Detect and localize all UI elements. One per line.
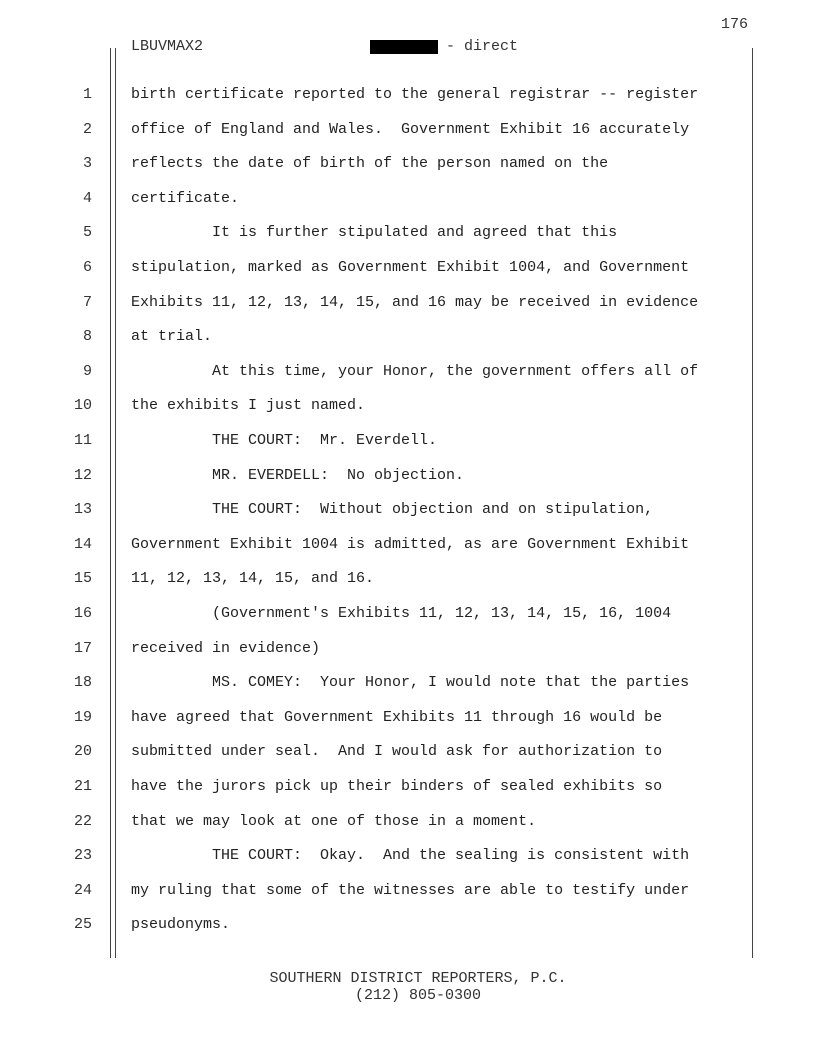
transcript-line: my ruling that some of the witnesses are able to testify under (131, 881, 690, 899)
line-number: 3 (82, 155, 92, 173)
transcript-line: THE COURT: Mr. Everdell. (131, 432, 438, 449)
transcript-line: submitted under seal. And I would ask for authorization to (131, 743, 663, 761)
page-number: 176 (720, 16, 748, 33)
transcript-line: reflects the date of birth of the person named on the (131, 155, 609, 173)
line-number: 24 (73, 881, 92, 899)
line-number: 12 (73, 466, 92, 484)
transcript-line: stipulation, marked as Government Exhibit 1004, and Government (131, 259, 690, 276)
transcript-line: At this time, your Honor, the government offers all of (131, 362, 699, 380)
transcript-line: It is further stipulated and agreed that this (131, 224, 618, 242)
line-number: 11 (73, 432, 92, 449)
left-margin-rule (110, 48, 111, 958)
line-number: 23 (73, 847, 92, 865)
line-number: 19 (73, 708, 92, 726)
line-number: 14 (73, 535, 92, 553)
transcript-line: Government Exhibit 1004 is admitted, as are Government Exhibit (131, 535, 690, 553)
transcript-line: the exhibits I just named. (131, 397, 366, 415)
transcript-line: 11, 12, 13, 14, 15, and 16. (131, 570, 375, 588)
line-number: 10 (73, 397, 92, 415)
line-number: 21 (73, 778, 92, 795)
reporter-phone: (212) 805-0300 (354, 987, 482, 1004)
right-margin-rule (752, 48, 753, 958)
page-footer (0, 970, 816, 1004)
transcript-line: MS. COMEY: Your Honor, I would note that the parties (131, 674, 690, 692)
transcript-line: received in evidence) (131, 639, 321, 657)
redaction-box (370, 40, 438, 54)
reporter-name: SOUTHERN DISTRICT REPORTERS, P.C. (269, 970, 567, 987)
line-number: 1 (82, 86, 92, 103)
header-section (370, 38, 518, 55)
line-number: 5 (82, 224, 92, 242)
line-number: 22 (73, 812, 92, 830)
line-number: 20 (73, 743, 92, 761)
transcript-line: that we may look at one of those in a moment. (131, 812, 537, 830)
transcript-line: THE COURT: Okay. And the sealing is consistent with (131, 847, 690, 865)
line-number: 17 (73, 639, 92, 657)
transcript-line: at trial. (131, 328, 213, 346)
line-number: 13 (73, 501, 92, 519)
transcript-line: Exhibits 11, 12, 13, 14, 15, and 16 may be received in evidence (131, 293, 699, 311)
transcript-line: office of England and Wales. Government Exhibit 16 accurately (131, 120, 690, 138)
transcript-line: certificate. (131, 189, 240, 207)
transcript-line: have the jurors pick up their binders of sealed exhibits so (131, 778, 663, 795)
section-label: - direct (446, 38, 519, 55)
line-number: 15 (73, 570, 92, 588)
line-number: 18 (73, 674, 92, 692)
left-margin-rule-inner (115, 48, 116, 958)
line-number: 4 (82, 189, 92, 207)
case-code: LBUVMAX2 (131, 38, 204, 55)
transcript-line: have agreed that Government Exhibits 11 through 16 would be (131, 708, 663, 726)
transcript-line: birth certificate reported to the general registrar -- register (131, 86, 699, 103)
line-number: 7 (82, 293, 92, 311)
line-number: 16 (73, 605, 92, 622)
line-number: 9 (82, 362, 92, 380)
line-number: 25 (73, 916, 92, 934)
transcript-line: THE COURT: Without objection and on stipulation, (131, 501, 654, 519)
transcript-line: (Government's Exhibits 11, 12, 13, 14, 15, 16, 1004 (131, 605, 672, 622)
line-number: 6 (82, 259, 92, 276)
line-number: 8 (82, 328, 92, 346)
line-number: 2 (82, 120, 92, 138)
transcript-line: pseudonyms. (131, 916, 231, 934)
transcript-line: MR. EVERDELL: No objection. (131, 466, 465, 484)
